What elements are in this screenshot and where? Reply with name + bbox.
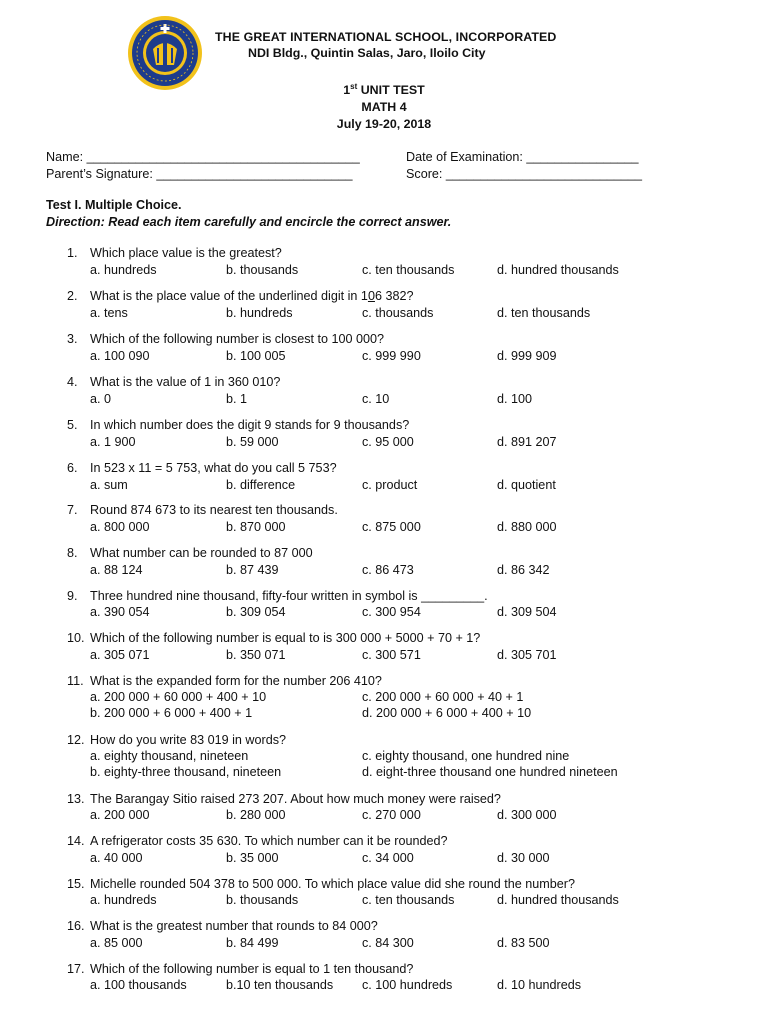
option-d[interactable]: d. hundred thousands [497, 263, 619, 277]
option-c[interactable]: c. 34 000 [362, 851, 414, 865]
option-d[interactable]: d. 30 000 [497, 851, 550, 865]
option-b[interactable]: b. 35 000 [226, 851, 279, 865]
option-a[interactable]: a. hundreds [90, 893, 157, 907]
option-a[interactable]: a. 200 000 [90, 808, 150, 822]
option-b[interactable]: b. 200 000 + 6 000 + 400 + 1 [90, 706, 253, 720]
test-subject: MATH 4 [361, 100, 407, 114]
option-b[interactable]: b. 59 000 [226, 435, 279, 449]
option-b[interactable]: b. 87 439 [226, 563, 279, 577]
question-stem: Which of the following number is equal to is 300 000 + 5000 + 70 + 1? [90, 631, 481, 645]
option-c[interactable]: c. 300 571 [362, 648, 421, 662]
question-stem-pre: What is the place value of the underlined digit in 1 [90, 289, 368, 303]
question-number: 17. [67, 962, 85, 976]
option-a[interactable]: a. 305 071 [90, 648, 150, 662]
parent-signature-field[interactable]: Parent’s Signature: ____________________________ [46, 167, 353, 181]
question-stem: Which of the following number is closest to 100 000? [90, 332, 385, 346]
option-c[interactable]: c. thousands [362, 306, 434, 320]
school-name: THE GREAT INTERNATIONAL SCHOOL, INCORPORATED [215, 30, 557, 44]
option-d[interactable]: d. 309 504 [497, 605, 557, 619]
option-d[interactable]: d. 300 000 [497, 808, 557, 822]
question-stem: What number can be rounded to 87 000 [90, 546, 313, 560]
option-c[interactable]: c. ten thousands [362, 263, 455, 277]
question-number: 4. [67, 375, 78, 389]
option-d[interactable]: d. 200 000 + 6 000 + 400 + 10 [362, 706, 532, 720]
option-c[interactable]: c. 86 473 [362, 563, 414, 577]
option-c[interactable]: c. ten thousands [362, 893, 455, 907]
question-number: 7. [67, 503, 78, 517]
option-c[interactable]: c. 999 990 [362, 349, 421, 363]
option-b[interactable]: b. thousands [226, 263, 299, 277]
question-number: 11. [67, 674, 84, 688]
question-stem: How do you write 83 019 in words? [90, 733, 287, 747]
option-b[interactable]: b. 280 000 [226, 808, 286, 822]
question-number: 9. [67, 589, 78, 603]
test-title-rest: UNIT TEST [357, 83, 425, 97]
option-b[interactable]: b. 350 071 [226, 648, 286, 662]
question-number: 16. [67, 919, 85, 933]
question-number: 2. [67, 289, 78, 303]
option-d[interactable]: d. hundred thousands [497, 893, 619, 907]
option-b[interactable]: b. hundreds [226, 306, 293, 320]
option-d[interactable]: d. quotient [497, 478, 556, 492]
option-b[interactable]: b. 100 005 [226, 349, 286, 363]
test-title [0, 83, 768, 97]
question-stem: Which of the following number is equal to 1 ten thousand? [90, 962, 414, 976]
option-c[interactable]: c. 200 000 + 60 000 + 40 + 1 [362, 690, 524, 704]
question-stem: Round 874 673 to its nearest ten thousands. [90, 503, 338, 517]
question-number: 10. [67, 631, 85, 645]
option-c[interactable]: c. 10 [362, 392, 390, 406]
option-b[interactable]: b. 870 000 [226, 520, 286, 534]
question-number: 12. [67, 733, 85, 747]
option-a[interactable]: a. 200 000 + 60 000 + 400 + 10 [90, 690, 267, 704]
option-a[interactable]: a. 0 [90, 392, 112, 406]
option-c[interactable]: c. 84 300 [362, 936, 414, 950]
question-stem: What is the greatest number that rounds to 84 000? [90, 919, 378, 933]
section-direction: Direction: Read each item carefully and encircle the correct answer. [46, 215, 452, 229]
question-stem: In which number does the digit 9 stands for 9 thousands? [90, 418, 410, 432]
name-field[interactable]: Name: _______________________________________ [46, 150, 360, 164]
option-a[interactable]: a. 88 124 [90, 563, 143, 577]
question-stem: What is the value of 1 in 360 010? [90, 375, 281, 389]
option-b[interactable]: b. eighty-three thousand, nineteen [90, 765, 282, 779]
question-stem: What is the expanded form for the number 206 410? [90, 674, 382, 688]
score-field[interactable]: Score: ____________________________ [406, 167, 643, 181]
option-d[interactable]: d. 880 000 [497, 520, 557, 534]
option-d[interactable]: d. 10 hundreds [497, 978, 582, 992]
option-d[interactable]: d. 83 500 [497, 936, 550, 950]
option-d[interactable]: d. 100 [497, 392, 533, 406]
option-c[interactable]: c. eighty thousand, one hundred nine [362, 749, 570, 763]
test-title-number: 1 [343, 83, 351, 97]
question-stem: Michelle rounded 504 378 to 500 000. To which place value did she round the number? [90, 877, 575, 891]
question-number: 5. [67, 418, 78, 432]
question-stem: Which place value is the greatest? [90, 246, 282, 260]
test-date: July 19-20, 2018 [336, 117, 432, 131]
option-d[interactable]: d. 305 701 [497, 648, 557, 662]
question-number: 8. [67, 546, 78, 560]
option-a[interactable]: a. hundreds [90, 263, 157, 277]
option-c[interactable]: c. 270 000 [362, 808, 421, 822]
option-b[interactable]: b. 84 499 [226, 936, 279, 950]
question-stem: In 523 x 11 = 5 753, what do you call 5 753? [90, 461, 337, 475]
option-c[interactable]: c. product [362, 478, 418, 492]
option-c[interactable]: c. 875 000 [362, 520, 421, 534]
question-number: 13. [67, 792, 85, 806]
option-c[interactable]: c. 300 954 [362, 605, 421, 619]
question-number: 6. [67, 461, 78, 475]
question-stem: A refrigerator costs 35 630. To which number can it be rounded? [90, 834, 448, 848]
option-d[interactable]: d. 86 342 [497, 563, 550, 577]
option-c[interactable]: c. 100 hundreds [362, 978, 453, 992]
option-c[interactable]: c. 95 000 [362, 435, 414, 449]
option-b[interactable]: b.10 ten thousands [226, 978, 334, 992]
option-b[interactable]: b. difference [226, 478, 296, 492]
option-d[interactable]: d. eight-three thousand one hundred nineteen [362, 765, 618, 779]
option-a[interactable]: a. 40 000 [90, 851, 143, 865]
option-d[interactable]: d. ten thousands [497, 306, 591, 320]
option-a[interactable]: a. sum [90, 478, 128, 492]
underlined-digit: 0 [367, 289, 375, 303]
question-number: 15. [67, 877, 85, 891]
school-logo [127, 15, 203, 91]
question-stem-post: 6 382? [374, 289, 414, 303]
question-stem: Three hundred nine thousand, fifty-four written in symbol is _________. [90, 589, 488, 603]
section-title: Test I. Multiple Choice. [46, 198, 182, 212]
question-stem: The Barangay Sitio raised 273 207. About how much money were raised? [90, 792, 501, 806]
option-d[interactable]: d. 999 909 [497, 349, 557, 363]
question-number: 3. [67, 332, 78, 346]
option-a[interactable]: a. 85 000 [90, 936, 143, 950]
question-number: 14. [67, 834, 85, 848]
option-a[interactable]: a. 100 thousands [90, 978, 187, 992]
date-of-examination-field[interactable]: Date of Examination: ________________ [406, 150, 639, 164]
question-stem [90, 289, 413, 303]
option-a[interactable]: a. 100 090 [90, 349, 150, 363]
option-d[interactable]: d. 891 207 [497, 435, 557, 449]
option-a[interactable]: a. 800 000 [90, 520, 150, 534]
option-a[interactable]: a. tens [90, 306, 128, 320]
option-a[interactable]: a. 1 900 [90, 435, 136, 449]
option-b[interactable]: b. 309 054 [226, 605, 286, 619]
option-a[interactable]: a. 390 054 [90, 605, 150, 619]
option-a[interactable]: a. eighty thousand, nineteen [90, 749, 249, 763]
test-title-superscript: st [350, 81, 358, 91]
option-b[interactable]: b. thousands [226, 893, 299, 907]
question-number: 1. [67, 246, 78, 260]
school-address: NDI Bldg., Quintin Salas, Jaro, Iloilo City [248, 46, 486, 60]
option-b[interactable]: b. 1 [226, 392, 248, 406]
